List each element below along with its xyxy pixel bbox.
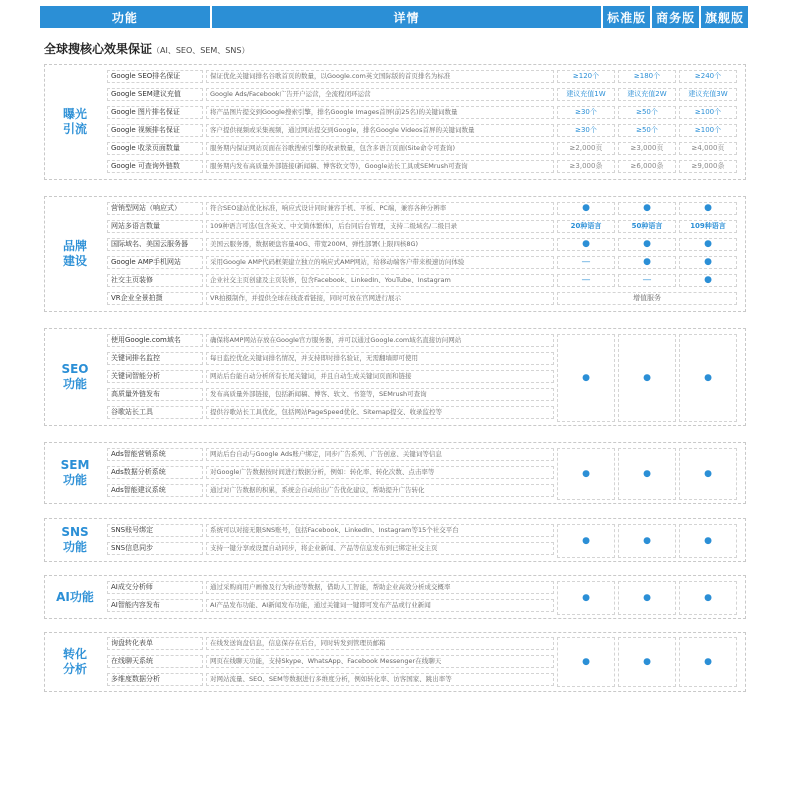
standard-value: ≥3,000条 [557, 160, 615, 173]
table-row [105, 123, 745, 139]
category-label: SEO 功能 [61, 362, 89, 391]
group-brand [44, 196, 746, 312]
header-standard: 标准版 [603, 6, 650, 28]
table-row [105, 105, 745, 121]
feature-detail: 每日监控优化关键词排名情况，并支持即时排名验证，无需翻墙即可使用 [206, 352, 554, 365]
feature-detail: 采用Google AMP代码框架建立独立的响应式AMP网站，给移动端客户带来极速访问体验 [206, 256, 554, 269]
business-value: 建议充值2W [618, 88, 676, 101]
feature-name: 询盘转化表单 [107, 637, 203, 650]
standard-value: ≥120个 [557, 70, 615, 83]
flagship-value: ● [679, 581, 737, 615]
feature-detail: 保证优化关键词排名谷歌首页的数量，以Google.com英文国际版的首页排名为标准 [206, 70, 554, 83]
table-row [105, 201, 745, 217]
table-row [105, 237, 745, 253]
category-label: 转化 分析 [62, 647, 87, 676]
feature-name: 高质量外链发布 [107, 388, 203, 401]
table-row [105, 291, 745, 307]
feature-detail: 提供谷歌站长工具优化，包括网站PageSpeed优化、Sitemap提交、收录监控等 [206, 406, 554, 419]
feature-name: 关键词智能分析 [107, 370, 203, 383]
feature-name: Google 可查询外链数 [107, 160, 203, 173]
group-ai [44, 575, 746, 619]
business-value: ≥3,000页 [618, 142, 676, 155]
business-value: 50种语言 [618, 220, 676, 233]
group-sns [44, 518, 746, 562]
standard-value: ● [557, 581, 615, 615]
feature-name: 在线聊天系统 [107, 655, 203, 668]
business-value: ● [618, 524, 676, 558]
section-title [44, 40, 249, 57]
feature-name: AI智能内容发布 [107, 599, 203, 612]
feature-detail: 发布高质量外部链接，包括新闻稿、博客、软文、书签等，SEMrush可查询 [206, 388, 554, 401]
table-row [105, 255, 745, 271]
flagship-value: ● [679, 448, 737, 500]
business-value: ≥50个 [618, 124, 676, 137]
section-title-sub: （AI、SEO、SEM、SNS） [152, 46, 250, 55]
category-label: SEM 功能 [60, 458, 90, 487]
feature-name: Google 收录页面数量 [107, 142, 203, 155]
feature-detail: Google Ads/Facebook广告开户运营，全流程闭环运营 [206, 88, 554, 101]
flagship-value: ≥100个 [679, 106, 737, 119]
table-row [105, 273, 745, 289]
business-value: ● [618, 581, 676, 615]
standard-value: ≥30个 [557, 106, 615, 119]
feature-name: Ads智能营销系统 [107, 448, 203, 461]
flagship-value: ≥9,000条 [679, 160, 737, 173]
table-row [105, 69, 745, 85]
flagship-value: ≥4,000页 [679, 142, 737, 155]
feature-name: SNS账号绑定 [107, 524, 203, 537]
feature-name: 使用Google.com域名 [107, 334, 203, 347]
flagship-value: 109种语言 [679, 220, 737, 233]
flagship-value: 建议充值3W [679, 88, 737, 101]
feature-detail: 服务期内保证网站页面在谷歌搜索引擎的收录数量，包含多语言页面(Site命令可查询) [206, 142, 554, 155]
feature-detail: 对网站流量、SEO、SEM等数据进行多维度分析，例如转化率、访客国家、跳出率等 [206, 673, 554, 686]
feature-name: 网站多语言数量 [107, 220, 203, 233]
feature-detail: VR拍摄制作，并提供全球在线查看链接，同时可放在官网进行展示 [206, 292, 554, 305]
feature-detail: 符合SEO建站优化标准，响应式设计同时兼容手机、平板、PC端，兼容各种分辨率 [206, 202, 554, 215]
category-label: SNS 功能 [61, 525, 89, 554]
flagship-value: ● [679, 256, 737, 269]
business-value: ● [618, 256, 676, 269]
business-value: ● [618, 334, 676, 422]
flagship-value: ● [679, 274, 737, 287]
feature-detail: 网页在线聊天功能，支持Skype、WhatsApp、Facebook Messenger在线聊天 [206, 655, 554, 668]
standard-value: ● [557, 637, 615, 687]
feature-detail: 支持一键分享或设置自动同步，将企业新闻、产品等信息发布到已绑定社交主页 [206, 542, 554, 555]
feature-detail: 美国云服务器，数据硬盘容量40G、带宽200M、弹性部署(上限四核8G) [206, 238, 554, 251]
business-value: ≥180个 [618, 70, 676, 83]
standard-value: ● [557, 524, 615, 558]
feature-name: 关键词排名监控 [107, 352, 203, 365]
standard-value: ≥2,000页 [557, 142, 615, 155]
standard-value: 建议充值1W [557, 88, 615, 101]
feature-detail: 将产品图片提交到Google搜索引擎，排名Google Images首屏(前25名)的关键词数量 [206, 106, 554, 119]
feature-detail: 系统可以对接无限SNS账号，包括Facebook、LinkedIn、Instagram等15个社交平台 [206, 524, 554, 537]
feature-detail: 在线发送询盘信息，信息保存在后台，同时转发到管理员邮箱 [206, 637, 554, 650]
feature-detail: AI产品发布功能、AI新闻发布功能，通过关键词一键即可发布产品或行业新闻 [206, 599, 554, 612]
business-value: ● [618, 238, 676, 251]
feature-detail: 109种语言可选(包含英文、中文简体繁体)，后台同后台管理，支持二级域名/二级目录 [206, 220, 554, 233]
feature-name: 谷歌站长工具 [107, 406, 203, 419]
standard-value: ● [557, 448, 615, 500]
feature-detail: 通过对广告数据的积累，系统会自动给出广告优化建议，帮助提升广告转化 [206, 484, 554, 497]
table-row [105, 141, 745, 157]
feature-detail: 对Google广告数据按时间进行数据分析，例如：转化率、转化次数、点击率等 [206, 466, 554, 479]
feature-detail: 通过采购商用户画像及行为轨迹等数据，借助人工智能，帮助企业高效分析成交概率 [206, 581, 554, 594]
feature-name: Ads数据分析系统 [107, 466, 203, 479]
feature-detail: 网站后台能自动分析所有长尾关键词，并且自动生成关键词页面和链接 [206, 370, 554, 383]
business-value: ● [618, 448, 676, 500]
feature-name: Google SEM建议充值 [107, 88, 203, 101]
business-value: ● [618, 202, 676, 215]
table-row [105, 219, 745, 235]
flagship-value: ● [679, 637, 737, 687]
category-label: AI功能 [56, 589, 94, 604]
feature-name: Google 图片排名保证 [107, 106, 203, 119]
standard-value: — [557, 256, 615, 269]
feature-detail: 企业社交主页创建及主页装修，包含Facebook、LinkedIn、YouTube、Instagram [206, 274, 554, 287]
feature-name: 国际域名、美国云服务器 [107, 238, 203, 251]
flagship-value: ≥240个 [679, 70, 737, 83]
value-added-service: 增值服务 [557, 292, 737, 305]
group-conversion [44, 632, 746, 692]
group-seo [44, 328, 746, 426]
standard-value: ● [557, 238, 615, 251]
business-value: — [618, 274, 676, 287]
section-title-main: 全球搜核心效果保证 [44, 42, 153, 56]
flagship-value: ● [679, 238, 737, 251]
business-value: ≥6,000条 [618, 160, 676, 173]
table-row [105, 159, 745, 175]
header-flagship: 旗舰版 [701, 6, 748, 28]
table-row [105, 87, 745, 103]
business-value: ≥50个 [618, 106, 676, 119]
feature-detail: 客户提供视频或采集视频，通过网站提交到Google，排名Google Videos首屏的关键词数量 [206, 124, 554, 137]
header-func: 功能 [40, 6, 210, 28]
flagship-value: ≥100个 [679, 124, 737, 137]
feature-name: Ads智能建议系统 [107, 484, 203, 497]
category-label: 曝光 引流 [62, 107, 87, 136]
feature-name: SNS信息同步 [107, 542, 203, 555]
header-business: 商务版 [652, 6, 699, 28]
flagship-value: ● [679, 524, 737, 558]
feature-name: 多维度数据分析 [107, 673, 203, 686]
feature-name: Google AMP手机网站 [107, 256, 203, 269]
standard-value: ● [557, 202, 615, 215]
feature-detail: 服务期内发布高质量外部链接(新闻稿、博客软文等)，Google站长工具或SEMrush可查询 [206, 160, 554, 173]
standard-value: ≥30个 [557, 124, 615, 137]
category-label: 品牌 建设 [62, 239, 87, 268]
header-detail: 详情 [212, 6, 601, 28]
feature-detail: 确保将AMP网站存放在Google官方服务器，并可以通过Google.com域名直接访问网站 [206, 334, 554, 347]
flagship-value: ● [679, 202, 737, 215]
feature-name: Google 视频排名保证 [107, 124, 203, 137]
feature-name: 营销型网站（响应式） [107, 202, 203, 215]
feature-name: Google SEO排名保证 [107, 70, 203, 83]
business-value: ● [618, 637, 676, 687]
feature-name: AI成交分析师 [107, 581, 203, 594]
group-sem [44, 442, 746, 504]
flagship-value: ● [679, 334, 737, 422]
feature-detail: 网站后台自动与Google Ads账户绑定，同步广告系列、广告创意、关键词等信息 [206, 448, 554, 461]
standard-value: 20种语言 [557, 220, 615, 233]
group-exposure [44, 64, 746, 180]
table-header [40, 6, 748, 28]
standard-value: — [557, 274, 615, 287]
feature-name: VR企业全景拍摄 [107, 292, 203, 305]
feature-name: 社交主页装修 [107, 274, 203, 287]
standard-value: ● [557, 334, 615, 422]
